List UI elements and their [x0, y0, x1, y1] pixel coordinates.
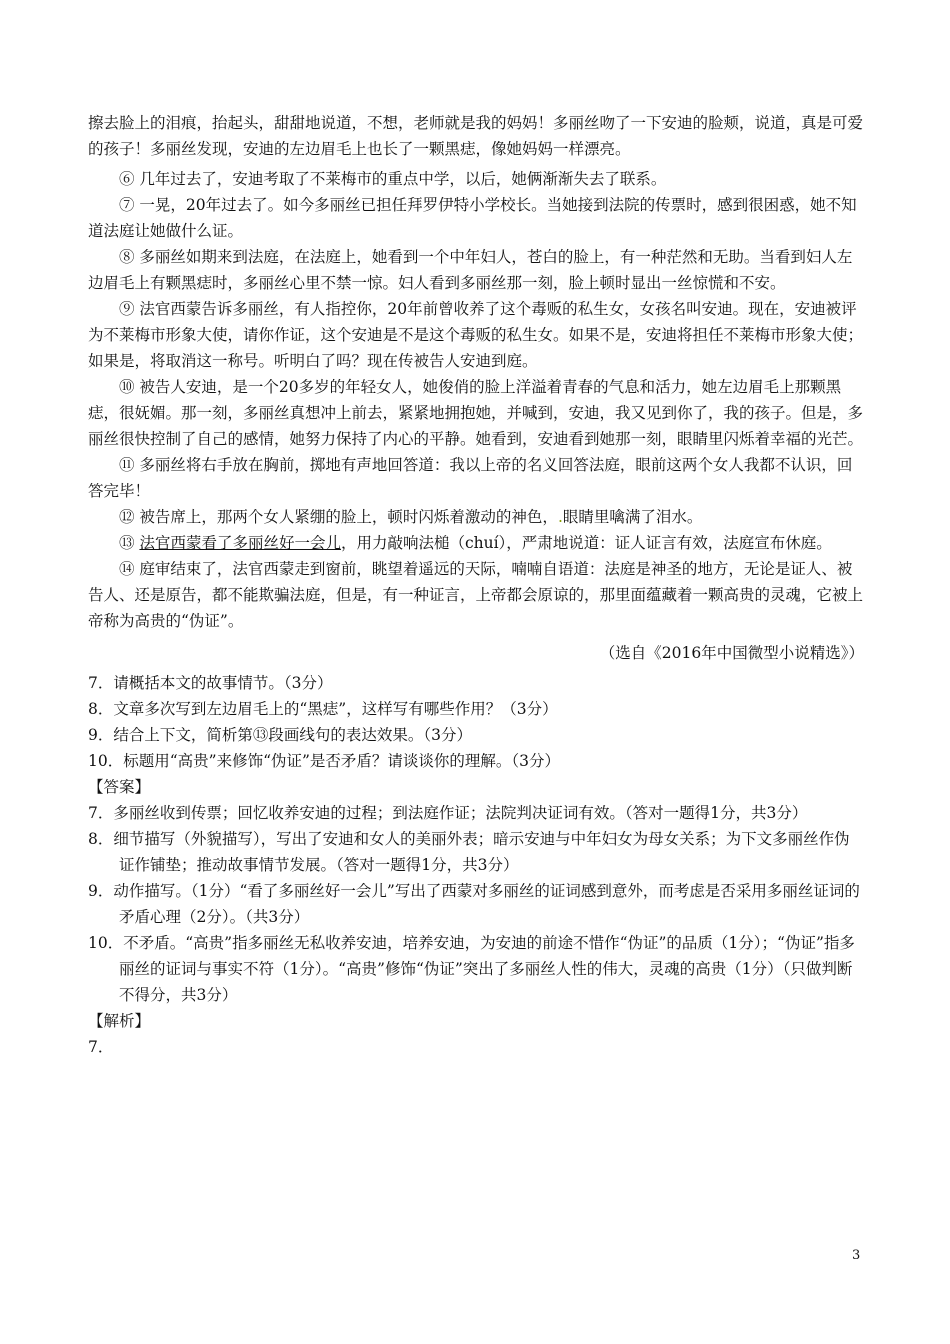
p13-number: ⑬ [119, 534, 140, 552]
answer-header: 【答案】 [88, 778, 151, 796]
story-paragraph-continued: 擦去脸上的泪痕，抬起头，甜甜地说道，不想，老师就是我的妈妈！多丽丝吻了一下安迪的脸颊，说道，真是可爱的孩子！多丽丝发现，安迪的左边眉毛上也长了一颗黑痣，像她妈妈一样漂亮。 [88, 114, 864, 158]
question-9: 9．结合上下文，简析第⑬段画线句的表达效果。（3分） [88, 726, 472, 744]
analysis-7: 7． [88, 1038, 114, 1056]
analysis-header: 【解析】 [88, 1012, 151, 1030]
question-8: 8．文章多次写到左边眉毛上的“黑痣”，这样写有哪些作用？（3分） [88, 700, 558, 718]
answer-8: 8．细节描写（外貌描写），写出了安迪和女人的美丽外表；暗示安迪与中年妇女为母女关系；为下文多丽丝作伪证作铺垫；推动故事情节发展。（答对一题得1分，共3分） [88, 830, 850, 874]
story-paragraph-6: ⑥ 几年过去了，安迪考取了不莱梅市的重点中学，以后，她俩渐渐失去了联系。 [119, 170, 667, 188]
story-paragraph-14: ⑭ 庭审结束了，法官西蒙走到窗前，眺望着遥远的天际，喃喃自语道：法庭是神圣的地方，无论是证人、被告人、还是原告，都不能欺骗法庭，但是，有一种证言，上帝都会原谅的，那里面蕴藏着一颗高贵的灵魂，它被上帝称为高贵的“伪证”。 [88, 560, 864, 630]
story-paragraph-8: ⑧ 多丽丝如期来到法庭，在法庭上，她看到一个中年妇人，苍白的脸上，有一种茫然和无助。当看到妇人左边眉毛上有颗黑痣时，多丽丝心里不禁一惊。妇人看到多丽丝那一刻，脸上顿时显出一丝惊慌和不安。 [88, 248, 853, 292]
p12-part-a: ⑫ 被告席上，那两个女人紧绷的脸上，顿时闪烁着激动的神色， [119, 508, 558, 526]
source-citation: （选自《2016年中国微型小说精选》） [599, 644, 864, 662]
story-paragraph-11: ⑪ 多丽丝将右手放在胸前，掷地有声地回答道：我以上帝的名义回答法庭，眼前这两个女人我都不认识，回答完毕！ [88, 456, 853, 500]
question-10: 10．标题用“高贵”来修饰“伪证”是否矛盾？请谈谈你的理解。（3分） [88, 752, 561, 770]
story-paragraph-10: ⑩ 被告人安迪，是一个20多岁的年轻女人，她俊俏的脸上洋溢着青春的气息和活力，她左边眉毛上那颗黑痣，很妩媚。那一刻，多丽丝真想冲上前去，紧紧地拥抱她，并喊到，安迪，我又见到你了，我的孩子。但是，多丽丝很快控制了自己的感情，她努力保持了内心的平静。她看到，安迪看到她那一刻，眼睛里闪烁着幸福的光芒。 [88, 378, 864, 448]
question-7: 7．请概括本文的故事情节。（3分） [88, 674, 333, 692]
p12-part-b: 眼睛里噙满了泪水。 [562, 508, 703, 526]
answer-9: 9．动作描写。（1分）“看了多丽丝好一会儿”写出了西蒙对多丽丝的证词感到意外，而考虑是否采用多丽丝证词的矛盾心理（2分）。（共3分） [88, 882, 860, 926]
page-number: 3 [852, 1248, 861, 1263]
answer-7: 7．多丽丝收到传票；回忆收养安迪的过程；到法庭作证；法院判决证词有效。（答对一题得1分，共3分） [88, 804, 808, 822]
story-paragraph-13 [88, 530, 864, 556]
document-body [88, 110, 864, 1060]
story-paragraph-7: ⑦ 一晃，20年过去了。如今多丽丝已担任拜罗伊特小学校长。当她接到法院的传票时，感到很困惑，她不知道法庭让她做什么证。 [88, 196, 857, 240]
story-paragraph-9: ⑨ 法官西蒙告诉多丽丝，有人指控你，20年前曾收养了这个毒贩的私生女，女孩名叫安迪。现在，安迪被评为不莱梅市形象大使，请你作证，这个安迪是不是这个毒贩的私生女。如果不是，安迪将担任不莱梅市形象大使；如果是，将取消这一称号。听明白了吗？现在传被告人安迪到庭。 [88, 300, 864, 370]
answer-10: 10．不矛盾。“高贵”指多丽丝无私收养安迪，培养安迪，为安迪的前途不惜作“伪证”的品质（1分）；“伪证”指多丽丝的证词与事实不符（1分）。“高贵”修饰“伪证”突出了多丽丝人性的伟大，灵魂的高贵（1分）（只做判断不得分，共3分） [88, 934, 855, 1004]
story-paragraph-12 [88, 504, 864, 530]
p13-rest: ，用力敲响法槌（chuí），严肃地说道：证人证言有效，法庭宣布休庭。 [340, 534, 832, 552]
underlined-sentence: 法官西蒙看了多丽丝好一会儿 [139, 534, 341, 552]
edit-mark: . [557, 508, 563, 526]
